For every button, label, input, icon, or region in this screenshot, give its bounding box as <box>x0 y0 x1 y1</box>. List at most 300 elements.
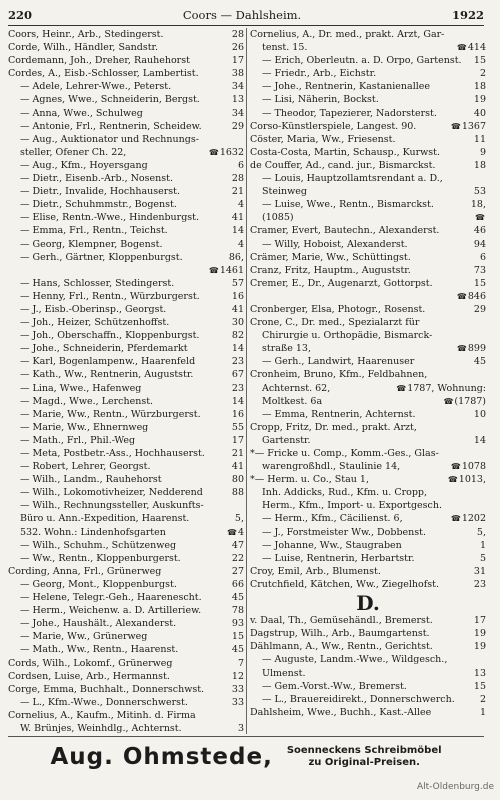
entry-number <box>230 211 244 224</box>
entry-number <box>230 395 244 408</box>
entry-number-value: 28 <box>231 173 244 185</box>
entry-text: — Joh., Oberschaffn., Kloppenburgst. <box>20 330 200 342</box>
entry-text: — Antonie, Frl., Rentnerin, Scheidew. <box>20 120 202 132</box>
entry-number <box>472 408 486 421</box>
entry-number-value: 5 <box>479 552 486 564</box>
entry-number-value: 18 <box>473 81 486 93</box>
entry-number-value: 45 <box>473 356 486 368</box>
directory-entry <box>8 198 244 211</box>
entry-number <box>236 722 244 735</box>
directory-entry <box>8 172 244 185</box>
entry-number-value: 19 <box>473 641 486 653</box>
entry-text: — Herm., Kfm., Cäcilienst. 6, <box>262 513 403 525</box>
entry-text: Moltkest. 6a <box>262 395 323 407</box>
entry-text: Corde, Wilh., Händler, Sandstr. <box>8 42 159 54</box>
entry-number <box>455 41 486 54</box>
entry-text: — Math., Ww., Rentn., Haarenst. <box>20 644 179 656</box>
directory-entry <box>8 617 244 630</box>
entry-number <box>230 643 244 656</box>
entry-number-value: 21 <box>231 448 244 459</box>
telephone-icon: ☎ <box>447 475 457 485</box>
entry-number <box>484 368 486 381</box>
entry-number-value: 29 <box>231 120 244 132</box>
directory-entry <box>250 159 486 172</box>
telephone-icon: ☎ <box>450 121 460 131</box>
directory-entry <box>250 251 486 264</box>
entry-text: — Emma, Frl., Rentn., Teichst. <box>20 225 168 237</box>
entry-number <box>230 617 244 630</box>
entry-number <box>227 251 244 264</box>
directory-entry <box>250 434 486 447</box>
entry-text: *— Fricke u. Comp., Komm.-Ges., Glas- <box>250 448 439 459</box>
header-divider <box>8 25 484 26</box>
directory-entry <box>250 706 486 719</box>
entry-number-value: 899 <box>467 343 486 355</box>
entry-text: steller, Ofener Ch. 22, <box>20 146 127 158</box>
directory-entry <box>8 395 244 408</box>
entry-text: — Hans, Schlosser, Stedingerst. <box>20 277 175 289</box>
telephone-icon: ☎ <box>456 344 466 354</box>
entry-number <box>230 552 244 565</box>
directory-entry <box>250 395 486 408</box>
directory-entry <box>8 591 244 604</box>
entry-text: — Dietr., Schuhmmstr., Bogenst. <box>20 199 177 211</box>
directory-entry <box>250 653 486 666</box>
entry-number-value: 15 <box>473 680 486 692</box>
directory-entry <box>250 120 486 133</box>
telephone-icon: ☎ <box>443 396 453 406</box>
telephone-icon: ☎ <box>396 383 406 393</box>
entry-text: Cronheim, Bruno, Kfm., Feldbahnen, <box>250 369 428 381</box>
directory-entry <box>8 604 244 617</box>
directory-entry <box>250 447 486 460</box>
entry-text: Ulmenst. <box>262 667 306 679</box>
directory-entry <box>8 473 244 486</box>
entry-text: Cropp, Fritz, Dr. med., prakt. Arzt, <box>250 421 417 433</box>
directory-entry <box>8 368 244 381</box>
entry-text: — Emma, Rentnerin, Achternst. <box>262 408 416 420</box>
entry-number <box>472 185 486 198</box>
entry-number-value: 78 <box>231 605 244 617</box>
entry-number-value: 1013, <box>458 474 486 486</box>
directory-entry <box>8 657 244 670</box>
directory-entry <box>8 408 244 421</box>
page-number: 220 <box>8 8 33 22</box>
entry-number <box>472 434 486 447</box>
entry-text: — Gem.-Vorst.-Ww., Bremerst. <box>262 680 407 692</box>
entry-text <box>262 290 455 303</box>
entry-text: — Marie, Ww., Rentn., Würzburgerst. <box>20 408 201 420</box>
entry-number <box>441 395 486 408</box>
entry-number <box>207 264 244 277</box>
entry-number-value: 46 <box>473 225 486 237</box>
entry-text: — J., Forstmeister Ww., Dobbenst. <box>262 526 427 538</box>
entry-number <box>230 696 244 709</box>
entry-number <box>478 67 486 80</box>
entry-text: — Elise, Rentn.-Wwe., Hindenburgst. <box>20 212 199 224</box>
entry-text: — Dietr., Eisenb.-Arb., Nosenst. <box>20 173 173 185</box>
entry-text: — Wilh., Rechnungssteller, Auskunfts- <box>20 500 204 512</box>
telephone-icon: ☎ <box>456 43 466 53</box>
entry-text: — Karl, Bogenlampenw., Haarenfeld <box>20 356 196 368</box>
entry-number-value: 55 <box>231 421 244 433</box>
tagline-line-2: zu Original-Preisen. <box>308 757 420 768</box>
entry-number-value: 19 <box>473 94 486 106</box>
directory-entry <box>250 224 486 237</box>
entry-number-value: 45 <box>231 644 244 656</box>
entry-number-value: (1787) <box>454 395 486 407</box>
directory-entry <box>250 473 486 486</box>
entry-number-value: 18 <box>473 159 486 171</box>
directory-entry <box>8 578 244 591</box>
entry-number <box>469 198 486 211</box>
entry-number <box>230 224 244 237</box>
entry-text: warengroßhdl., Staulinie 14, <box>262 461 401 473</box>
entry-text: Croy, Emil, Arb., Blumenst. <box>250 565 381 577</box>
entry-text <box>20 264 207 277</box>
entry-number <box>230 604 244 617</box>
directory-entry <box>250 211 486 224</box>
directory-entry <box>250 329 486 342</box>
directory-entry <box>250 185 486 198</box>
directory-entry <box>250 264 486 277</box>
entry-text: Cremer, E., Dr., Augenarzt, Gottorpst. <box>250 277 433 289</box>
advertiser-tagline <box>287 745 442 769</box>
entry-text: — Helene, Telegr.-Geh., Haarenescht. <box>20 592 202 604</box>
entry-number <box>484 329 486 342</box>
entry-number-value: 29 <box>473 303 486 315</box>
entry-text: Gartenstr. <box>262 434 311 446</box>
entry-number <box>455 342 486 355</box>
directory-entry <box>250 28 486 41</box>
entry-number <box>484 653 486 666</box>
directory-entry <box>250 486 486 499</box>
entry-number <box>230 120 244 133</box>
directory-entry <box>8 382 244 395</box>
directory-entry <box>250 238 486 251</box>
entry-number-value: 14 <box>473 434 486 446</box>
entry-number <box>230 342 244 355</box>
entry-number-value: 17 <box>231 434 244 446</box>
entry-number-value: 12 <box>231 670 244 682</box>
entry-number-value: 30 <box>231 317 244 329</box>
directory-entry <box>8 251 244 264</box>
entry-number <box>484 447 486 460</box>
entry-text: Chirurgie u. Orthopädie, Bismarck- <box>262 330 433 342</box>
entry-number <box>230 185 244 198</box>
entry-text: Inh. Addicks, Rud., Kfm. u. Cropp, <box>262 487 428 499</box>
entry-number <box>230 434 244 447</box>
entry-number-value: 22 <box>231 552 244 564</box>
directory-entry <box>8 460 244 473</box>
entry-number <box>230 382 244 395</box>
entry-text: — Dietr., Invalide, Hochhauserst. <box>20 186 180 198</box>
tagline-line-1: Soenneckens Schreibmöbel <box>286 745 442 756</box>
entry-number <box>449 460 486 473</box>
entry-number-value: 67 <box>231 369 244 381</box>
entry-number-value: 1 <box>479 706 486 718</box>
entry-text: Cordemann, Joh., Dreher, Rauhehorst <box>8 55 190 67</box>
directory-entry <box>8 80 244 93</box>
section-letter-d: D. <box>356 591 380 616</box>
directory-entry <box>250 421 486 434</box>
entry-text: — Georg, Mont., Kloppenburgst. <box>20 578 177 590</box>
directory-entry <box>8 683 244 696</box>
directory-entry <box>250 693 486 706</box>
directory-entry <box>250 526 486 539</box>
entry-number <box>472 93 486 106</box>
entry-number <box>472 680 486 693</box>
entry-number <box>230 290 244 303</box>
entry-number-value: 31 <box>473 565 486 577</box>
entry-number <box>236 159 244 172</box>
entry-number-value: 23 <box>231 356 244 368</box>
directory-entry <box>8 303 244 316</box>
entry-number <box>394 382 486 395</box>
entry-number-value: 34 <box>231 81 244 93</box>
entry-number-value: 13 <box>231 94 244 106</box>
entry-number <box>230 473 244 486</box>
entry-number-value: 80 <box>231 474 244 486</box>
entry-text: — Lina, Wwe., Hafenweg <box>20 382 142 394</box>
directory-entry <box>8 499 244 512</box>
directory-entry <box>250 146 486 159</box>
entry-number-value: 23 <box>473 578 486 590</box>
entry-text: Corge, Emma, Buchhalt., Donnerschwst. <box>8 683 205 695</box>
entry-number <box>230 107 244 120</box>
entry-number-value: 414 <box>467 42 486 54</box>
directory-entry <box>8 709 244 722</box>
entry-text: — Willy, Hoboist, Alexanderst. <box>262 238 408 250</box>
entry-number-value: 14 <box>231 225 244 237</box>
entry-text: — Kath., Ww., Rentnerin, Auguststr. <box>20 369 194 381</box>
entry-text: v. Daal, Th., Gemüsehändl., Bremerst. <box>250 615 433 627</box>
entry-text: — Theodor, Tapezierer, Nadorsterst. <box>262 107 437 119</box>
entry-number <box>455 290 486 303</box>
directory-entry <box>8 526 244 539</box>
entry-number <box>236 198 244 211</box>
telephone-icon: ☎ <box>208 265 218 275</box>
entry-text: — Wilh., Landm., Rauhehorst <box>20 474 162 486</box>
entry-text: — Wilh., Schuhm., Schützenweg <box>20 539 177 551</box>
entry-text: Cornelius, A., Dr. med., prakt. Arzt, Gar- <box>250 29 445 40</box>
directory-entry <box>8 722 244 735</box>
entry-text: — Marie, Ww., Ehnernweg <box>20 421 149 433</box>
entry-number <box>478 693 486 706</box>
entry-number <box>472 355 486 368</box>
entry-number <box>472 238 486 251</box>
directory-entry <box>8 434 244 447</box>
entry-text: — Aug., Kfm., Hoyersgang <box>20 159 148 171</box>
entry-text: Crämer, Marie, Ww., Schüttingst. <box>250 251 411 263</box>
entry-number-value: 2 <box>479 68 486 80</box>
entry-number <box>478 706 486 719</box>
entry-text: — Wilh., Lokomotivheizer, Nedderend <box>20 487 203 499</box>
entry-text: — Luise, Rentnerin, Herbartstr. <box>262 552 415 564</box>
directory-entry <box>8 107 244 120</box>
entry-text: — Adele, Lehrer-Wwe., Peterst. <box>20 81 172 93</box>
entry-number <box>230 630 244 643</box>
page-header <box>8 4 484 26</box>
entry-number <box>472 277 486 290</box>
entry-number-value: 846 <box>467 290 486 302</box>
entry-number-value: 10 <box>473 408 486 420</box>
directory-entry <box>8 41 244 54</box>
entry-number-value: 1367 <box>461 120 486 132</box>
entry-number-value: 41 <box>231 461 244 473</box>
directory-entry <box>8 329 244 342</box>
entry-number <box>484 28 486 41</box>
directory-entry <box>8 670 244 683</box>
directory-entry <box>8 54 244 67</box>
directory-entry <box>250 368 486 381</box>
entry-text: — Henny, Frl., Rentn., Würzburgerst. <box>20 290 200 302</box>
entry-number <box>472 224 486 237</box>
entry-text: — Gerh., Gärtner, Kloppenburgst. <box>20 251 183 263</box>
entry-text: — Meta, Postbetr.-Ass., Hochhauserst. <box>20 448 205 459</box>
directory-entry <box>8 565 244 578</box>
entry-text: — Luise, Wwe., Rentn., Bismarckst. <box>262 199 434 211</box>
right-column <box>250 28 486 719</box>
entry-number <box>242 499 244 512</box>
directory-entry <box>8 93 244 106</box>
entry-number <box>478 146 486 159</box>
entry-text: Cording, Anna, Frl., Grünerweg <box>8 565 162 577</box>
entry-number <box>484 316 486 329</box>
entry-number-value: 53 <box>473 186 486 198</box>
telephone-icon: ☎ <box>450 514 460 524</box>
directory-entry <box>250 80 486 93</box>
entry-number-value: 4 <box>237 199 244 211</box>
entry-text: Cornelius, A., Kaufm., Mitinh. d. Firma <box>8 709 196 721</box>
directory-entry <box>8 512 244 525</box>
directory-entry <box>250 355 486 368</box>
entry-number-value: 15 <box>473 277 486 289</box>
entry-number <box>230 172 244 185</box>
entry-text: tenst. 15. <box>262 42 308 54</box>
entry-number-value: 9 <box>479 146 486 158</box>
directory-entry <box>8 264 244 277</box>
entry-number <box>472 565 486 578</box>
entry-number-value: 28 <box>231 29 244 40</box>
entry-number-value: 11 <box>473 133 486 145</box>
entry-text: — Robert, Lehrer, Georgst. <box>20 461 151 473</box>
telephone-icon: ☎ <box>456 291 466 301</box>
directory-entry <box>250 627 486 640</box>
directory-entry <box>250 133 486 146</box>
entry-number <box>236 657 244 670</box>
entry-text: (1085) <box>262 212 294 224</box>
entry-text: Herm., Kfm., Import- u. Exportgesch. <box>262 500 442 512</box>
entry-text: Crone, C., Dr. med., Spezialarzt für <box>250 317 420 329</box>
directory-entry <box>8 120 244 133</box>
entry-number-value: 16 <box>231 290 244 302</box>
directory-entry <box>8 355 244 368</box>
directory-entry <box>8 224 244 237</box>
entry-number <box>449 120 486 133</box>
entry-number <box>230 460 244 473</box>
entry-number <box>230 41 244 54</box>
entry-number <box>484 486 486 499</box>
entry-number-value: 1632 <box>219 146 244 158</box>
directory-entry <box>8 290 244 303</box>
entry-number <box>225 526 244 539</box>
directory-entry <box>250 460 486 473</box>
entry-number <box>230 486 244 499</box>
entry-text: — Agnes, Wwe., Schneiderin, Bergst. <box>20 94 200 106</box>
entry-text: 532. Wohn.: Lindenhofsgarten <box>20 526 166 538</box>
entry-number-value: 33 <box>231 683 244 695</box>
entry-text: — Georg, Klempner, Bogenst. <box>20 238 163 250</box>
entry-text: — Louis, Hauptzollamtsrendant a. D., <box>262 173 443 185</box>
telephone-icon: ☎ <box>226 527 236 537</box>
entry-number-value: 16 <box>231 408 244 420</box>
directory-entry <box>250 552 486 565</box>
directory-entry <box>250 54 486 67</box>
entry-number <box>230 565 244 578</box>
page-year: 1922 <box>451 8 484 22</box>
entry-text: — Ww., Rentn., Kloppenburgerst. <box>20 552 181 564</box>
entry-number-value: 86, <box>228 251 244 263</box>
directory-entry <box>8 185 244 198</box>
entry-text: Cordes, A., Eisb.-Schlosser, Lambertist. <box>8 68 199 80</box>
directory-entry <box>250 680 486 693</box>
entry-number-value: 3 <box>237 722 244 734</box>
entry-text: Cords, Wilh., Lokomf., Grünerweg <box>8 657 173 669</box>
entry-text: — L., Kfm.-Wwe., Donnerschwerst. <box>20 696 188 708</box>
entry-number-value: 73 <box>473 264 486 276</box>
entry-text: Dählmann, A., Ww., Rentn., Gerichtst. <box>250 641 433 653</box>
directory-entry <box>250 342 486 355</box>
directory-entry <box>250 614 486 627</box>
entry-number <box>472 640 486 653</box>
entry-number-value: 27 <box>231 565 244 577</box>
column-divider <box>246 28 247 734</box>
entry-number <box>484 172 486 185</box>
entry-number <box>472 614 486 627</box>
entry-number <box>233 512 244 525</box>
entry-number-value: 34 <box>231 107 244 119</box>
entry-number-value: 7 <box>237 657 244 669</box>
directory-entry <box>8 67 244 80</box>
entry-number <box>472 159 486 172</box>
directory-entry <box>250 198 486 211</box>
entry-number-value: 19 <box>473 628 486 640</box>
directory-entry <box>8 159 244 172</box>
entry-number <box>484 499 486 512</box>
watermark: Alt-Oldenburg.de <box>416 782 494 792</box>
entry-number-value: 6 <box>479 251 486 263</box>
directory-entry <box>250 316 486 329</box>
entry-number <box>230 277 244 290</box>
entry-text: de Couffer, Ad., cand. jur., Bismarckst. <box>250 159 436 171</box>
entry-number <box>230 316 244 329</box>
entry-number <box>475 526 486 539</box>
entry-text: — L., Brauereidirekt., Donnerschwerch. <box>262 693 455 705</box>
entry-number <box>478 251 486 264</box>
entry-number-value: 41 <box>231 303 244 315</box>
directory-entry <box>250 499 486 512</box>
entry-number <box>230 683 244 696</box>
entry-number-value: 88 <box>231 487 244 499</box>
entry-text: — Johe., Schneiderin, Pferdemarkt <box>20 343 188 355</box>
entry-number-value: 17 <box>473 615 486 627</box>
page-title: Coors — Dahlsheim. <box>182 8 302 22</box>
entry-number <box>230 355 244 368</box>
entry-number <box>478 539 486 552</box>
directory-entry <box>8 447 244 460</box>
entry-text: — J., Eisb.-Oberinsp., Georgst. <box>20 303 167 315</box>
